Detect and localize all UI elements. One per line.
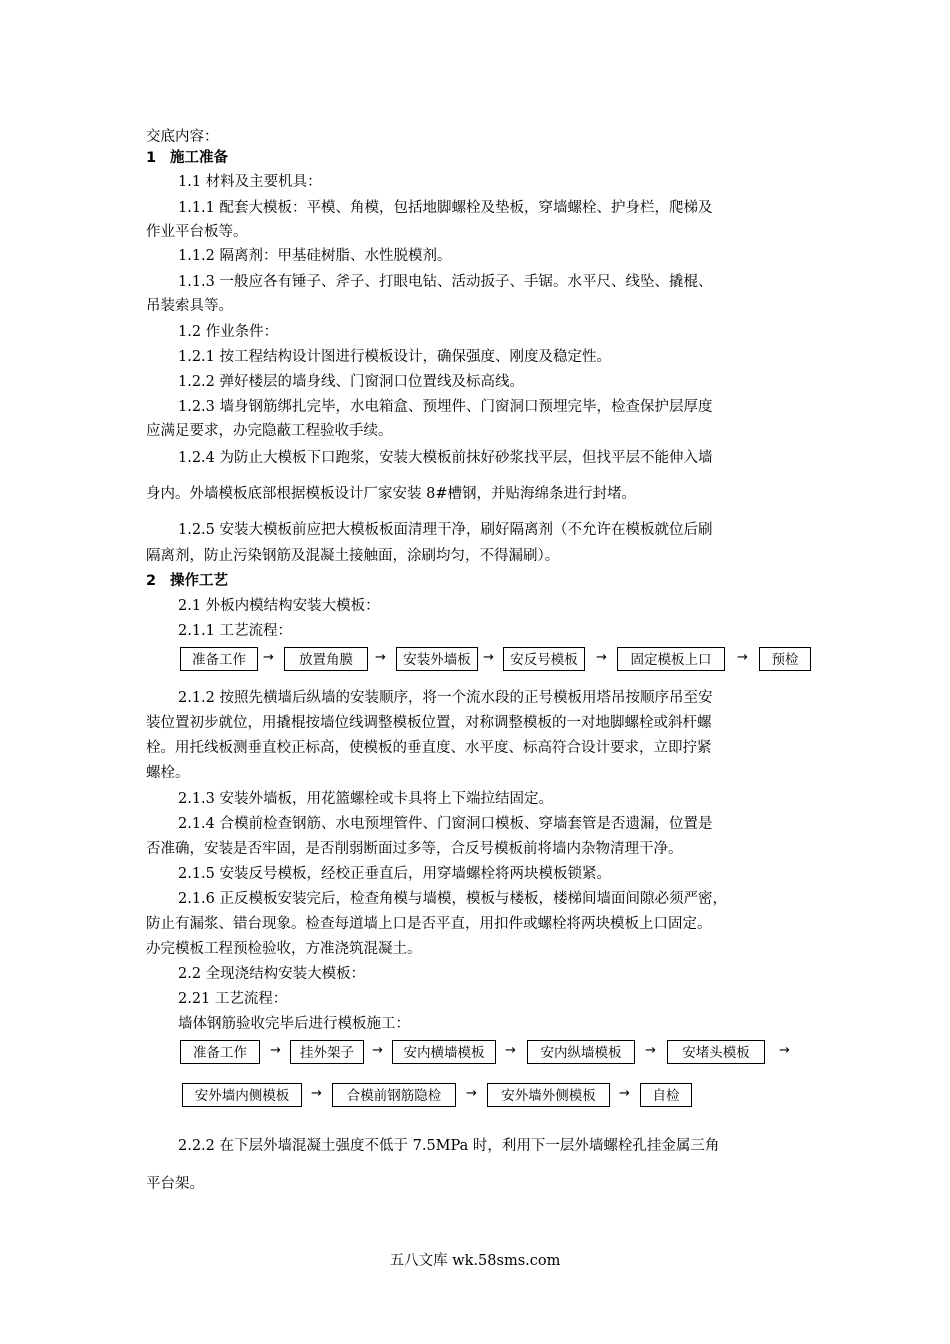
flow1-step-4: 安反号模板: [503, 647, 585, 671]
flow1-step-2: 放置角膜: [284, 647, 368, 671]
para-2-2-2-line1: 2.2.2 在下层外墙混凝土强度不低于 7.5MPa 时，利用下一层外墙螺栓孔挂金属三角: [178, 1138, 720, 1154]
para-2-1-4-line2: 否准确，安装是否牢固，是否削弱断面过多等，合反号模板前将墙内杂物清理干净。: [146, 841, 683, 857]
para-1-2-4-line1: 1.2.4 为防止大模板下口跑浆，安装大模板前抹好砂浆找平层，但找平层不能伸入墙: [178, 450, 713, 466]
flow1-step-6: 预检: [759, 647, 811, 671]
flow1-step-5: 固定模板上口: [617, 647, 725, 671]
section-2-number: 2: [146, 573, 157, 589]
flow1-arrow-1: →: [263, 650, 274, 665]
para-1-1-3-line1: 1.1.3 一般应各有锤子、斧子、打眼电钻、活动扳子、手锯。水平尺、线坠、撬棍、: [178, 274, 713, 290]
flow2-step-3: 安内横墙模板: [392, 1040, 496, 1064]
para-2-1-3: 2.1.3 安装外墙板，用花篮螺栓或卡具将上下端拉结固定。: [178, 791, 554, 807]
para-1-2-4-line2: 身内。外墙模板底部根据模板设计厂家安装 8#槽钢，并贴海绵条进行封堵。: [146, 486, 636, 502]
para-2-1-4-line1: 2.1.4 合模前检查钢筋、水电预埋管件、门窗洞口模板、穿墙套管是否遗漏，位置是: [178, 816, 713, 832]
flow2-step-5: 安堵头模板: [667, 1040, 765, 1064]
para-2-1-2-line4: 螺栓。: [146, 765, 190, 781]
para-1-1: 1.1 材料及主要机具：: [178, 174, 322, 190]
flow2-step-1: 准备工作: [180, 1040, 260, 1064]
flow2-step-4: 安内纵墙模板: [527, 1040, 635, 1064]
para-1-1-3-line2: 吊装索具等。: [146, 298, 233, 314]
para-2-2-2-line2: 平台架。: [146, 1176, 204, 1192]
flow2-step-6: 安外墙内侧模板: [182, 1083, 302, 1107]
flow2-step-2: 挂外架子: [290, 1040, 364, 1064]
para-2-2-1-sub: 墙体钢筋验收完毕后进行模板施工：: [178, 1016, 410, 1032]
section-1-title: 施工准备: [170, 150, 228, 166]
flow2-step-7: 合模前钢筋隐检: [332, 1083, 456, 1107]
flow1-step-3: 安装外墙板: [396, 647, 478, 671]
para-2-2-1: 2.21 工艺流程：: [178, 991, 288, 1007]
flow2-arrow-7: →: [466, 1086, 477, 1101]
flow1-arrow-5: →: [737, 650, 748, 665]
flow1-arrow-2: →: [375, 650, 386, 665]
footer-watermark: 五八文库 wk.58sms.com: [389, 1253, 561, 1269]
para-1-2-5-line1: 1.2.5 安装大模板前应把大模板板面清理干净，刷好隔离剂（不允许在模板就位后刷: [178, 522, 713, 538]
flow1-arrow-3: →: [483, 650, 494, 665]
section-1-number: 1: [146, 150, 157, 166]
para-1-1-1-line2: 作业平台板等。: [146, 224, 248, 240]
para-2-1-6-line2: 防止有漏浆、错台现象。检查每道墙上口是否平直，用扣件或螺栓将两块模板上口固定。: [146, 916, 712, 932]
flow2-arrow-2: →: [372, 1043, 383, 1058]
flow2-arrow-8: →: [619, 1086, 630, 1101]
para-1-2-3-line1: 1.2.3 墙身钢筋绑扎完毕，水电箱盒、预埋件、门窗洞口预埋完毕，检查保护层厚度: [178, 399, 713, 415]
para-1-2: 1.2 作业条件：: [178, 324, 279, 340]
flow2-step-8: 安外墙外侧模板: [487, 1083, 610, 1107]
para-1-2-2: 1.2.2 弹好楼层的墙身线、门窗洞口位置线及标高线。: [178, 374, 525, 390]
flow2-arrow-6: →: [311, 1086, 322, 1101]
para-2-1-6-line1: 2.1.6 正反模板安装完后，检查角模与墙模，模板与楼板，楼梯间墙面间隙必须严密，: [178, 891, 728, 907]
flow2-arrow-1: →: [270, 1043, 281, 1058]
para-2-1: 2.1 外板内模结构安装大模板：: [178, 598, 380, 614]
para-2-1-2-line1: 2.1.2 按照先横墙后纵墙的安装顺序，将一个流水段的正号模板用塔吊按顺序吊至安: [178, 690, 713, 706]
section-2-title: 操作工艺: [170, 573, 228, 589]
flow1-arrow-4: →: [596, 650, 607, 665]
para-1-2-5-line2: 隔离剂，防止污染钢筋及混凝土接触面，涂刷均匀，不得漏刷）。: [146, 548, 560, 564]
para-1-1-1-line1: 1.1.1 配套大模板：平模、角模，包括地脚螺栓及垫板，穿墙螺栓、护身栏，爬梯及: [178, 200, 713, 216]
flow1-step-1: 准备工作: [180, 647, 258, 671]
flow2-arrow-3: →: [505, 1043, 516, 1058]
para-1-1-2: 1.1.2 隔离剂：甲基硅树脂、水性脱模剂。: [178, 248, 452, 264]
flow2-arrow-4: →: [645, 1043, 656, 1058]
flow2-arrow-5: →: [779, 1043, 790, 1058]
para-2-1-5: 2.1.5 安装反号模板，经校正垂直后，用穿墙螺栓将两块模板锁紧。: [178, 866, 612, 882]
intro-label: 交底内容：: [146, 129, 219, 145]
para-2-1-6-line3: 办完模板工程预检验收，方准浇筑混凝土。: [146, 941, 422, 957]
para-1-2-3-line2: 应满足要求，办完隐蔽工程验收手续。: [146, 423, 393, 439]
para-1-2-1: 1.2.1 按工程结构设计图进行模板设计，确保强度、刚度及稳定性。: [178, 349, 612, 365]
para-2-1-2-line2: 装位置初步就位，用撬棍按墙位线调整模板位置，对称调整模板的一对地脚螺栓或斜杆螺: [146, 715, 712, 731]
para-2-1-1: 2.1.1 工艺流程：: [178, 623, 293, 639]
flow2-step-9: 自检: [640, 1083, 692, 1107]
para-2-1-2-line3: 栓。用托线板测垂直校正标高，使模板的垂直度、水平度、标高符合设计要求，立即拧紧: [146, 740, 712, 756]
para-2-2: 2.2 全现浇结构安装大模板：: [178, 966, 366, 982]
